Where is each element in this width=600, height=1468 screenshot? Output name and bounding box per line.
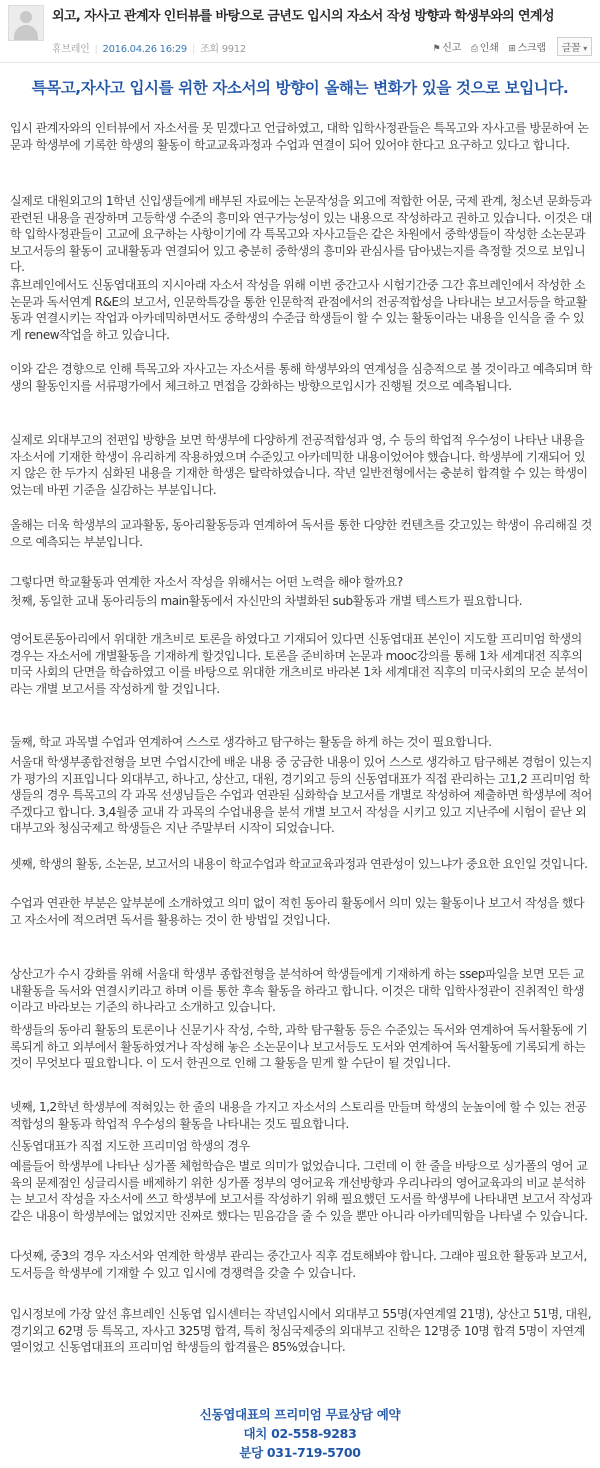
font-button[interactable]: 글꼴 ▾ <box>557 37 592 56</box>
paragraph: 학생들의 동아리 활동의 토론이나 신문기사 작성, 수학, 과학 탐구활동 등은 수준있는 독서와 연계하여 독서활동에 기록되게 하고 외부에서 활동하였거나 작성해 놓은 소논문이나 보고서등도 도서와 연계하여 독서활동에 기록되게 하는 것이 무엇보다 필요합니다. 이 도서 한권으로 인해 그 활동을 믿게 할 수단이 될 것입니다. <box>10 1023 588 1071</box>
author-name[interactable]: 휴브레인 <box>52 44 90 55</box>
paragraph: 올해는 더욱 학생부의 교과활동, 동아리활동등과 연계하여 독서를 통한 다양한 컨텐츠를 갖고있는 학생이 유리해질 것으로 예측되는 부분입니다. <box>10 518 592 549</box>
paragraph: 수업과 연관한 부분은 앞부분에 소개하였고 의미 없이 적힌 동아리 활동에서 의미 있는 활동이나 보고서 작성을 했다고 자소서에 적으려면 독서를 활용하는 것이 한 방법일 것입니다. <box>10 896 585 927</box>
paragraph: 입시정보에 가장 앞선 휴브레인 신동엽 입시센터는 작년입시에서 외대부고 55명(자연계열 21명), 상산고 51명, 대원, 경기외고 62명 등 특목고, 자사고 325명 합격, 특히 청심국제중의 외대부고 진학은 12명중 10명 합격 5명이 자연계열이었고 신동엽대표의 프리미엄 학생들의 합격률은 85%였습니다. <box>10 1307 592 1355</box>
post-header <box>0 0 600 63</box>
paragraph: 휴브레인에서도 신동엽대표의 지시아래 자소서 작성을 위해 이번 중간고사 시험기간중 그간 휴브레인에서 작성한 소논문과 독서연계 R&E의 보고서, 인문학특강을 통한 인문학적 관점에서의 전공적합성을 나타내는 보고서등을 학교활동과 연결시키는 작업과 아카데믹하면서도 중학생의 수준급 학생들이 할 수 있는 활동이라는 내용을 인식을 줄 수 있게 renew작업을 하고 있습니다. <box>10 278 587 342</box>
paragraph: 실제로 외대부고의 전편입 방향을 보면 학생부에 다양하게 전공적합성과 영, 수 등의 학업적 우수성이 나타난 내용을 자소서에 기재한 학생이 유리하게 작용하였으며 수준있고 아카데믹한 내용이었어야 했습니다. 학생부에 기재되어 있지 않은 한 두가지 심화된 내용을 기재한 학생은 탈락하였습니다. 작년 일반전형에서는 충분히 합격할 수 있는 학생이었는데 바뀐 기준을 실감하는 부분입니다. <box>10 433 588 497</box>
paragraph: 다섯째, 중3의 경우 자소서와 연계한 학생부 관리는 중간고사 직후 검토해봐야 합니다. 그래야 필요한 활동과 보고서, 도서등을 학생부에 기재할 수 있고 입시에 경쟁력을 갖출 수 있습니다. <box>10 1249 587 1280</box>
avatar-head-icon <box>20 11 32 23</box>
paragraph: 서울대 학생부종합전형을 보면 수업시간에 배운 내용 중 궁금한 내용이 있어 스스로 생각하고 탐구해본 경험이 있는지가 평가의 지표입니다 외대부고, 하나고, 상산고, 대원, 경기외고 등의 신동엽대표가 직접 관리하는 고1,2 프리미엄 학생들의 경우 특목고의 각 과목 선생님들은 수업과 연관된 심화학습 보고서를 개별로 작성하여 제출하면 학생부에 적어주겠다고 합니다. 3,4월중 교내 각 과목의 수업내용을 분석 개별 보고서 작성을 시키고 있고 지난주에 시험이 끝난 외대부고와 청심국제고 학생들은 지난 주말부터 시작이 되었습니다. <box>10 755 592 836</box>
paragraph: 첫째, 동일한 교내 동아리등의 main활동에서 자신만의 차별화된 sub활동과 개별 텍스트가 필요합니다. <box>10 594 523 608</box>
paragraph: 이와 같은 경향으로 인해 특목고와 자사고는 자소서를 통해 학생부와의 연계성을 심층적으로 볼 것이라고 예측되며 학생의 활동인지를 서류평가에서 체크하고 면접을 강화하는 방향으로입시가 진행될 것으로 예측됩니다. <box>10 362 592 393</box>
post-meta: 휴브레인 | 2016.04.26 16:29 | 조회 9912 <box>52 44 246 55</box>
printer-icon: ⎙ <box>470 44 478 54</box>
article-headline: 특목고,자사고 입시를 위한 자소서의 방향이 올해는 변화가 있을 것으로 보입니다. <box>31 79 569 97</box>
paragraph: 입시 관계자와의 인터뷰에서 자소서를 못 믿겠다고 언급하였고, 대학 입학사정관들은 특목고와 자사고를 방문하여 논문과 학생부에 기록한 학생의 활동이 학교교육과정과 수업과 연결이 되어 있어야 한다고 요구하고 있다고 합니다. <box>10 121 589 152</box>
report-button[interactable]: ⚑ 신고 <box>432 43 461 54</box>
scrap-button[interactable]: ⊞ 스크랩 <box>508 43 546 54</box>
siren-icon: ⚑ <box>432 44 441 54</box>
paragraph: 예를들어 학생부에 나타난 싱가폴 체험학습은 별로 의미가 없었습니다. 그런데 이 한 줄을 바탕으로 싱가폴의 영어 교육의 문제점인 싱글리시를 배제하기 위한 싱가폴 정부의 영어교육 개선방향과 우리나라의 영어교육과의 비교 분석하는 보고서 작성을 자소서에 쓰고 학생부에 보고서를 작성하기 위해 필요했던 도서를 학생부에 나타내면 보고서 작성과 같은 내용이 학생부에는 없었지만 진짜로 했다는 믿음감을 줄 수 있을 뿐만 아니라 아카데믹함을 나타낼 수 있습니다. <box>10 1159 592 1223</box>
paragraph: 셋째, 학생의 활동, 소논문, 보고서의 내용이 학교수업과 학교교육과정과 연관성이 있느냐가 중요한 요인일 것입니다. <box>10 857 588 871</box>
paragraph: 상산고가 수시 강화를 위해 서울대 학생부 종합전형을 분석하여 학생들에게 기재하게 하는 ssep파일을 보면 모든 교내활동을 독서와 연결시키라고 하며 이를 통한 후속 활동을 하라고 합니다. 이것은 대학 입학사정관이 진취적인 학생이라고 바라보는 기준의 하나라고 소개하고 있습니다. <box>10 967 585 1015</box>
paragraph: 영어토론동아리에서 위대한 개츠비로 토론을 하였다고 기재되어 있다면 신동엽대표 본인이 지도할 프리미엄 학생의 경우는 자소서에 개별활동을 기재하게 할것입니다. 토론을 준비하며 논문과 mooc강의를 통해 1차 세계대전 직후의 미국 사회의 단면을 학습하였고 이를 바탕으로 위대한 개츠비로 바라본 1차 세계대전 직후의 미국사회의 모순 분석이라는 개별 보고서를 작성하게 할 것입니다. <box>10 632 588 696</box>
phone-daechi[interactable]: 대치 02-558-9283 <box>243 1426 357 1441</box>
views-label: 조회 <box>200 44 219 55</box>
paragraph: 넷째, 1,2학년 학생부에 적혀있는 한 줄의 내용을 가지고 자소서의 스토리를 만들며 학생의 눈높이에 할 수 있는 전공적합성의 활동과 학업적 우수성의 활동을 나타내는 것도 필요합니다. <box>10 1100 587 1131</box>
paragraph: 실제로 대원외고의 1학년 신입생들에게 배부된 자료에는 논문작성을 외고에 적합한 어문, 국제 관계, 청소년 문화등과 관련된 내용을 권장하며 고등학생 수준의 흥미와 연구가능성이 있는 내용으로 작성하라고 권하고 있습니다. 이것은 대학 입학사정관들이 고교에 요구하는 사항이기에 각 특목고와 자사고들은 같은 차원에서 중학생들이 작성한 소논문과 보고서등의 활동이 교내활동과 연결되어 있고 충분히 중학생의 흥미와 관심사를 담아냈는지를 측정할 것으로 보입니다. <box>10 194 592 275</box>
views-count: 9912 <box>221 44 246 55</box>
paragraph: 그렇다면 학교활동과 연계한 자소서 작성을 위해서는 어떤 노력을 해야 할까요? <box>10 575 403 589</box>
avatar-body-icon <box>14 25 38 41</box>
paragraph: 신동엽대표가 직접 지도한 프리미엄 학생의 경우 <box>10 1139 250 1153</box>
consult-title: 신동엽대표의 프리미엄 무료상담 예약 <box>199 1407 401 1422</box>
print-button[interactable]: ⎙ 인쇄 <box>470 43 499 54</box>
post-title: 외고, 자사고 관계자 인터뷰를 바탕으로 금년도 입시의 자소서 작성 방향과 학생부와의 연계성 <box>52 9 554 24</box>
chevron-down-icon: ▾ <box>583 44 587 53</box>
phone-bundang[interactable]: 분당 031-719-5700 <box>239 1445 361 1460</box>
post-date: 2016.04.26 16:29 <box>102 44 187 55</box>
post-toolbar <box>425 37 592 56</box>
scrap-icon: ⊞ <box>508 44 516 54</box>
paragraph: 둘째, 학교 과목별 수업과 연계하여 스스로 생각하고 탐구하는 활동을 하게 하는 것이 필요합니다. <box>10 735 492 749</box>
avatar[interactable] <box>8 5 44 41</box>
